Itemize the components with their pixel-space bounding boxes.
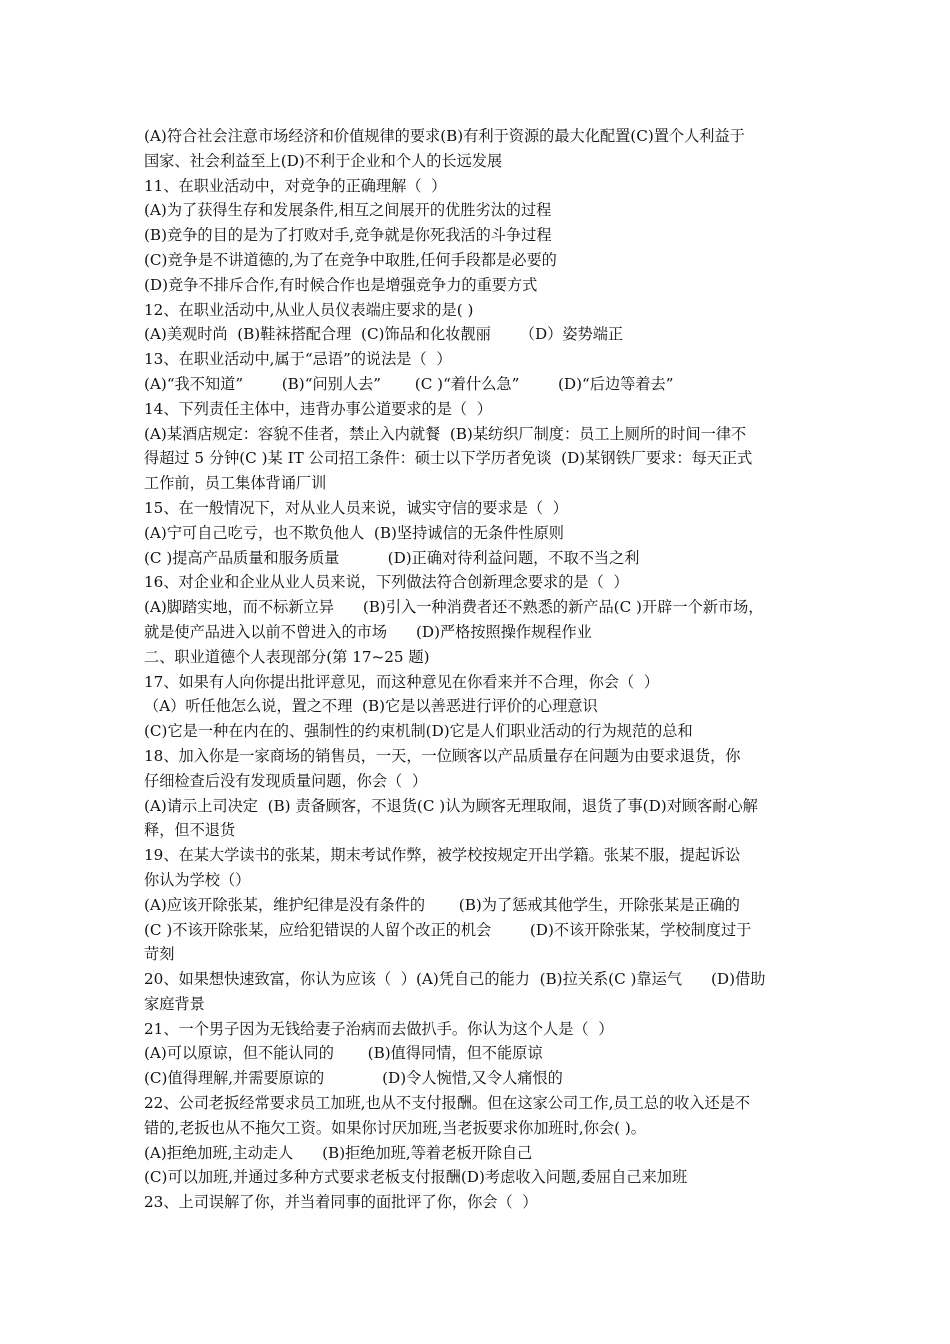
question-13: 13、在职业活动中,属于“忌语”的说法是（ ） [144, 350, 452, 369]
document-body [144, 124, 808, 1215]
question-18: 18、加入你是一家商场的销售员，一天，一位顾客以产品质量存在问题为由要求退货，你 [144, 746, 741, 765]
option-line: (B)竞争的目的是为了打败对手,竞争就是你死我活的斗争过程 [144, 226, 552, 245]
option-line: (A)应该开除张某，维护纪律是没有条件的 (B)为了惩戒其他学生，开除张某是正确的 [144, 895, 740, 914]
option-line: 工作前，员工集体背诵厂训 [144, 474, 327, 493]
text-line: 仔细检查后没有发现质量问题，你会（ ） [144, 771, 428, 790]
text-line: 错的,老扳也从不拖欠工资。如果你讨厌加班,当老扳要求你加班时,你会( )。 [144, 1118, 646, 1137]
question-22: 22、公司老扳经常要求员工加班,也从不支付报酬。但在这家公司工作,员工总的收入还是不 [144, 1094, 751, 1113]
question-14: 14、下列责任主体中，违背办事公道要求的是（ ） [144, 399, 492, 418]
option-line: （A）听任他怎么说，置之不理 (B)它是以善恶进行评价的心理意识 [144, 697, 598, 716]
option-line: 得超过 5 分钟(C )某 IT 公司招工条件：硕士以下学历者免谈 (D)某钢铁厂要求：每天正式 [144, 449, 753, 468]
option-line: 就是使产品进入以前不曾进入的市场 (D)严格按照操作规程作业 [144, 622, 592, 641]
option-line: (C)值得理解,并需要原谅的 (D)令人惋惜,又令人痛恨的 [144, 1069, 563, 1088]
option-line: 家庭背景 [144, 994, 205, 1013]
option-line: (C)它是一种在内在的、强制性的约束机制(D)它是人们职业活动的行为规范的总和 [144, 722, 693, 741]
option-line: (A)脚踏实地，而不标新立异 (B)引入一种消费者还不熟悉的新产品(C )开辟一个新市场， [144, 598, 764, 617]
text-line: 国家、社会利益至上(D)不利于企业和个人的长远发展 [144, 151, 503, 170]
option-line: (A)美观时尚 (B)鞋袜搭配合理 (C)饰品和化妆靓丽 （D）姿势端正 [144, 325, 624, 344]
option-line: (A)可以原谅，但不能认同的 (B)值得同情，但不能原谅 [144, 1044, 543, 1063]
option-line: (A)宁可自己吃亏，也不欺负他人 (B)坚持诚信的无条件性原则 [144, 523, 564, 542]
question-23: 23、上司误解了你，并当着同事的面批评了你，你会（ ） [144, 1193, 538, 1212]
option-line: 释，但不退货 [144, 821, 236, 840]
option-line: (A)为了获得生存和发展条件,相互之间展开的优胜劣汰的过程 [144, 201, 552, 220]
option-line: (C )不该开除张某，应给犯错误的人留个改正的机会 (D)不该开除张某，学校制度过于 [144, 920, 752, 939]
option-line: 苛刻 [144, 945, 175, 964]
question-15: 15、在一般情况下，对从业人员来说，诚实守信的要求是（ ） [144, 498, 568, 517]
option-line: (D)竞争不排斥合作,有时候合作也是增强竞争力的重要方式 [144, 275, 538, 294]
question-16: 16、对企业和企业从业人员来说，下列做法符合创新理念要求的是（ ） [144, 573, 629, 592]
option-line: (C )提高产品质量和服务质量 (D)正确对待利益问题，不取不当之利 [144, 548, 640, 567]
option-line: (A)请示上司决定 (B) 责备顾客，不退货(C )认为顾客无理取闹，退货了事(D)对顾客耐心解 [144, 796, 758, 815]
text-line: 你认为学校（） [144, 870, 251, 889]
question-19: 19、在某大学读书的张某，期末考试作弊，被学校按规定开出学籍。张某不服，提起诉讼 [144, 846, 741, 865]
option-line: (A)“我不知道” (B)“问别人去” (C )“着什么急” (D)“后边等着去” [144, 374, 674, 393]
question-11: 11、在职业活动中，对竞争的正确理解（ ） [144, 176, 447, 195]
text-line: (A)符合社会注意市场经济和价值规律的要求(B)有利于资源的最大化配置(C)置个人利益于 [144, 127, 745, 145]
option-line: (C)竞争是不讲道德的,为了在竞争中取胜,任何手段都是必要的 [144, 250, 557, 269]
question-21: 21、一个男子因为无钱给妻子治病而去做扒手。你认为这个人是（ ） [144, 1019, 614, 1038]
option-line: (A)拒绝加班,主动走人 (B)拒绝加班,等着老板开除自己 [144, 1143, 533, 1162]
section-heading: 二、职业道德个人表现部分(第 17~25 题) [144, 647, 430, 666]
question-20: 20、如果想快速致富，你认为应该（ ）(A)凭自己的能力 (B)拉关系(C )靠运气 (D)借助 [144, 970, 766, 989]
question-12: 12、在职业活动中,从业人员仪表端庄要求的是( ) [144, 300, 474, 319]
question-17: 17、如果有人向你提出批评意见，而这种意见在你看来并不合理，你会（ ） [144, 672, 659, 691]
option-line: (C)可以加班,并通过多种方式要求老板支付报酬(D)考虑收入问题,委屈自己来加班 [144, 1168, 688, 1187]
option-line: (A)某酒店规定：容貌不佳者，禁止入内就餐 (B)某纺织厂制度：员工上厕所的时间一律不 [144, 424, 747, 443]
